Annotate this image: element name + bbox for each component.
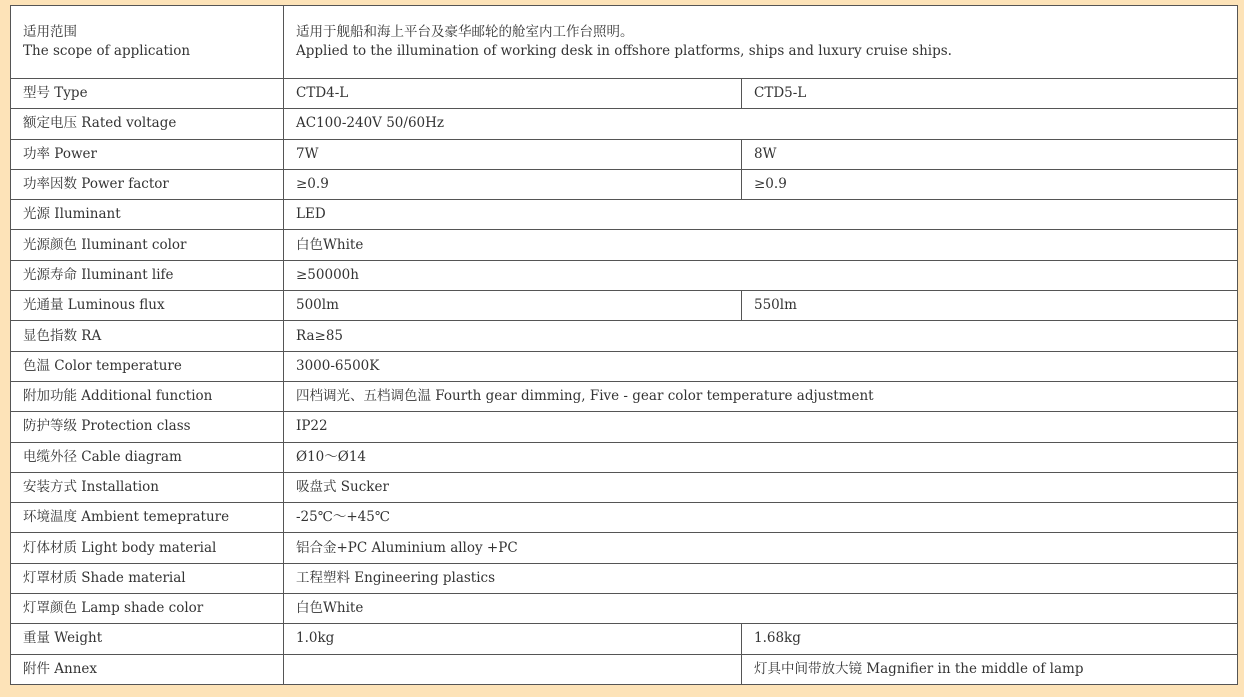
row-value	[284, 654, 742, 684]
row-label: 灯罩材质 Shade material	[11, 563, 284, 593]
row-label: 光源 Iluminant	[11, 200, 284, 230]
scope-value-cn: 适用于舰船和海上平台及豪华邮轮的舱室内工作台照明。	[296, 24, 634, 40]
table-row	[11, 230, 1238, 260]
table-row	[11, 321, 1238, 351]
row-value: 吸盘式 Sucker	[284, 472, 1238, 502]
table-row	[11, 351, 1238, 381]
scope-value-cell	[284, 6, 1238, 79]
row-value: CTD4-L	[284, 79, 742, 109]
table-row	[11, 442, 1238, 472]
row-label: 额定电压 Rated voltage	[11, 109, 284, 139]
row-value: Ra≥85	[284, 321, 1238, 351]
scope-label-cell	[11, 6, 284, 79]
row-value-alt: CTD5-L	[742, 79, 1238, 109]
row-label: 显色指数 RA	[11, 321, 284, 351]
row-label: 附加功能 Additional function	[11, 381, 284, 411]
row-label: 色温 Color temperature	[11, 351, 284, 381]
row-value-alt: ≥0.9	[742, 169, 1238, 199]
table-row	[11, 654, 1238, 684]
table-row-scope	[11, 6, 1238, 79]
row-label: 电缆外径 Cable diagram	[11, 442, 284, 472]
row-value: 1.0kg	[284, 624, 742, 654]
row-value: IP22	[284, 412, 1238, 442]
scope-value-en: Applied to the illumination of working desk in offshore platforms, ships and luxury cruise ships.	[296, 43, 952, 59]
scope-label-cn: 适用范围	[23, 24, 77, 40]
row-label: 光源寿命 Iluminant life	[11, 260, 284, 290]
row-value: 白色White	[284, 594, 1238, 624]
row-value: 7W	[284, 139, 742, 169]
row-value: ≥50000h	[284, 260, 1238, 290]
row-value: 工程塑料 Engineering plastics	[284, 563, 1238, 593]
row-value-alt: 550lm	[742, 291, 1238, 321]
row-label: 功率 Power	[11, 139, 284, 169]
row-label: 光通量 Luminous flux	[11, 291, 284, 321]
row-label: 灯罩颜色 Lamp shade color	[11, 594, 284, 624]
table-row	[11, 109, 1238, 139]
row-label: 型号 Type	[11, 79, 284, 109]
table-row	[11, 79, 1238, 109]
row-value: LED	[284, 200, 1238, 230]
scope-label-en: The scope of application	[23, 43, 191, 59]
row-label: 环境温度 Ambient temeprature	[11, 503, 284, 533]
row-label: 防护等级 Protection class	[11, 412, 284, 442]
row-value-alt: 1.68kg	[742, 624, 1238, 654]
row-label: 功率因数 Power factor	[11, 169, 284, 199]
row-label: 附件 Annex	[11, 654, 284, 684]
table-row	[11, 381, 1238, 411]
row-value: 500lm	[284, 291, 742, 321]
table-row	[11, 594, 1238, 624]
row-value: AC100-240V 50/60Hz	[284, 109, 1238, 139]
row-value: 白色White	[284, 230, 1238, 260]
table-row	[11, 624, 1238, 654]
table-row	[11, 200, 1238, 230]
row-label: 灯体材质 Light body material	[11, 533, 284, 563]
table-row	[11, 169, 1238, 199]
table-row	[11, 503, 1238, 533]
spec-table	[10, 5, 1238, 685]
row-label: 安装方式 Installation	[11, 472, 284, 502]
row-value: -25℃～+45℃	[284, 503, 1238, 533]
table-row	[11, 139, 1238, 169]
table-row	[11, 260, 1238, 290]
row-label: 光源颜色 Iluminant color	[11, 230, 284, 260]
row-value-alt: 灯具中间带放大镜 Magnifier in the middle of lamp	[742, 654, 1238, 684]
row-value-alt: 8W	[742, 139, 1238, 169]
table-row	[11, 412, 1238, 442]
row-value: Ø10～Ø14	[284, 442, 1238, 472]
table-row	[11, 533, 1238, 563]
row-value: 四档调光、五档调色温 Fourth gear dimming, Five - gear color temperature adjustment	[284, 381, 1238, 411]
row-value: 铝合金+PC Aluminium alloy +PC	[284, 533, 1238, 563]
table-row	[11, 291, 1238, 321]
table-row	[11, 472, 1238, 502]
row-label: 重量 Weight	[11, 624, 284, 654]
table-row	[11, 563, 1238, 593]
row-value: ≥0.9	[284, 169, 742, 199]
row-value: 3000-6500K	[284, 351, 1238, 381]
